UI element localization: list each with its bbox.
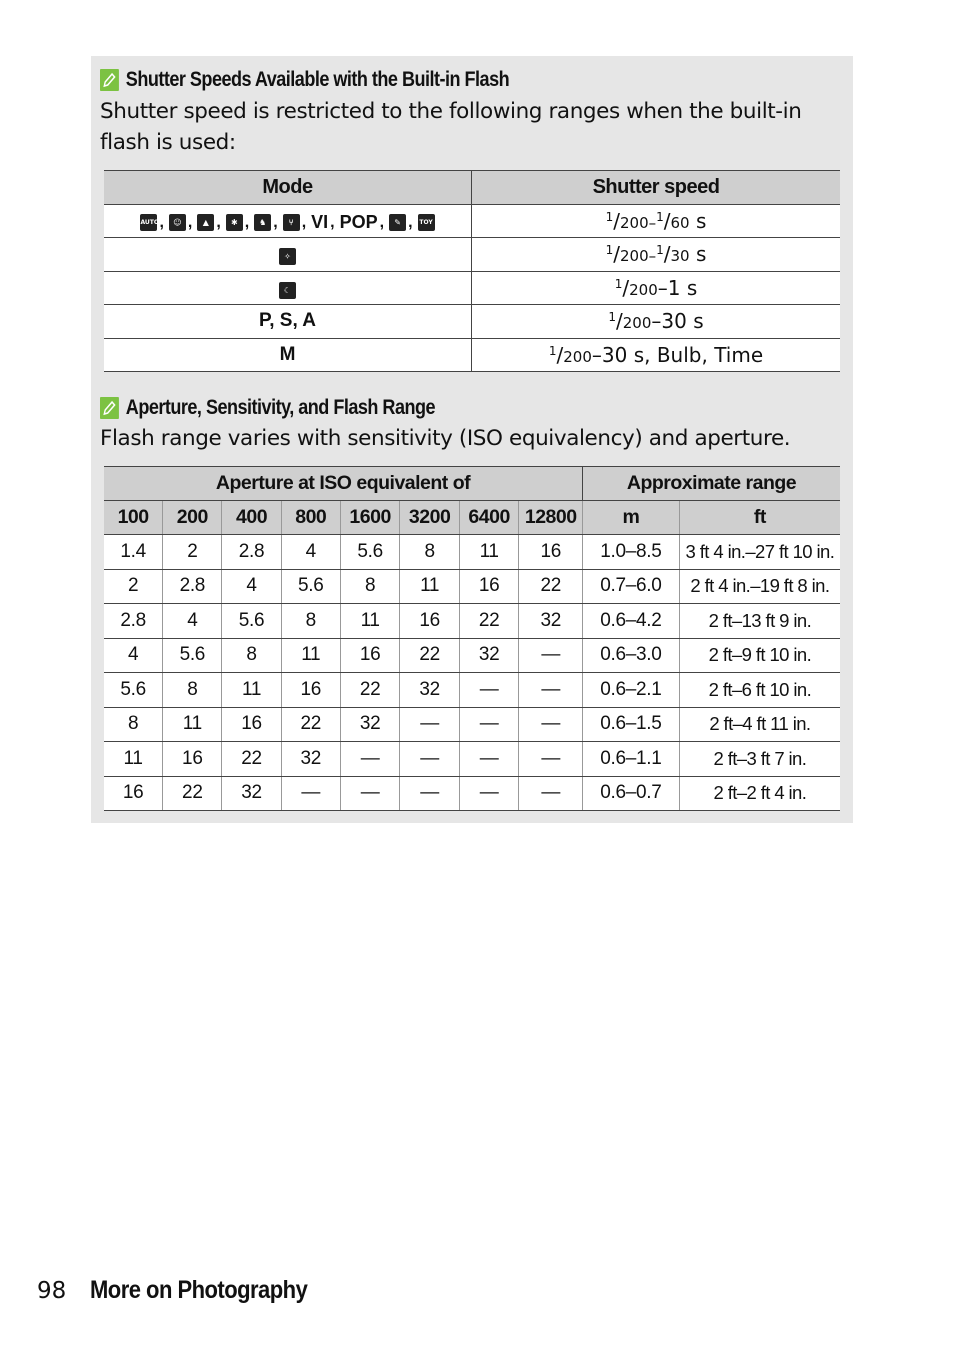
aperture-cell: — [281,776,340,811]
toy-camera-icon: TOY [418,214,435,231]
aperture-cell: 32 [519,604,583,639]
footer-section-title: More on Photography [90,1276,308,1304]
aperture-cell: 4 [104,638,163,673]
range-ft-cell: 2 ft–3 ft 7 in. [679,742,840,777]
aperture-cell: — [519,742,583,777]
aperture-cell: 2.8 [222,535,281,570]
section-title: Shutter Speeds Available with the Built-in Flash [125,68,510,91]
section-heading-flash-range [100,396,435,420]
aperture-cell: — [519,673,583,708]
table-row [104,238,840,272]
aperture-cell: 5.6 [222,604,281,639]
pop-mode-label: POP [339,212,378,233]
aperture-cell: 22 [222,742,281,777]
shutter-speed-cell: $^1$/200–1 s [472,271,841,305]
aperture-cell: 8 [163,673,222,708]
unit-header-ft: ft [679,501,840,535]
body-line: flash is used: [100,130,236,155]
table-row [104,271,840,305]
aperture-cell: 22 [459,604,519,639]
shutter-speed-table [104,170,840,372]
aperture-cell: 11 [340,604,400,639]
aperture-cell: 4 [163,604,222,639]
aperture-cell: 5.6 [163,638,222,673]
aperture-cell: — [400,707,460,742]
section-title: Aperture, Sensitivity, and Flash Range [125,396,436,419]
range-m-cell: 1.0–8.5 [583,535,680,570]
table-row [104,604,840,639]
range-m-cell: 0.6–3.0 [583,638,680,673]
aperture-cell: — [400,776,460,811]
body-line: Shutter speed is restricted to the following ranges when the built-in [100,99,802,124]
aperture-cell: 22 [340,673,400,708]
page-number: 98 [37,1278,67,1304]
aperture-cell: — [459,776,519,811]
aperture-cell: 22 [519,569,583,604]
iso-column-header: 6400 [459,501,519,535]
iso-column-header: 1600 [340,501,400,535]
aperture-cell: — [459,742,519,777]
portrait-icon: ☺ [169,214,186,231]
aperture-cell: 32 [400,673,460,708]
aperture-cell: 8 [222,638,281,673]
range-m-cell: 0.6–4.2 [583,604,680,639]
aperture-cell: 32 [340,707,400,742]
range-ft-cell: 2 ft–6 ft 10 in. [679,673,840,708]
range-ft-cell: 2 ft–13 ft 9 in. [679,604,840,639]
range-m-cell: 0.7–6.0 [583,569,680,604]
range-ft-cell: 2 ft–2 ft 4 in. [679,776,840,811]
table-row [104,204,840,238]
iso-column-header: 400 [222,501,281,535]
iso-column-header: 12800 [519,501,583,535]
aperture-cell: — [459,673,519,708]
range-ft-cell: 2 ft–4 ft 11 in. [679,707,840,742]
group-header-range: Approximate range [583,467,840,501]
aperture-cell: 8 [340,569,400,604]
night-portrait-icon: ☾ [279,282,296,299]
table-row [104,673,840,708]
vi-mode-label: VI [311,212,329,233]
aperture-cell: — [519,707,583,742]
range-m-cell: 0.6–1.1 [583,742,680,777]
aperture-cell: 2 [163,535,222,570]
child-mode-icon: ✧ [279,248,296,265]
mode-cell [104,204,472,238]
aperture-cell: 2 [104,569,163,604]
table-row [104,338,840,372]
aperture-cell: 11 [163,707,222,742]
aperture-cell: 16 [281,673,340,708]
aperture-cell: 2.8 [104,604,163,639]
iso-column-header: 200 [163,501,222,535]
aperture-cell: — [519,776,583,811]
aperture-cell: — [340,776,400,811]
table-row [104,776,840,811]
table-row [104,707,840,742]
aperture-cell: 32 [459,638,519,673]
aperture-cell: 11 [104,742,163,777]
auto-mode-icon: AUTO [140,214,157,231]
column-header-mode: Mode [104,171,472,205]
landscape-icon: ▲ [197,214,214,231]
aperture-cell: 5.6 [104,673,163,708]
sports-icon: ✱ [226,214,243,231]
aperture-cell: 11 [459,535,519,570]
page-footer [37,1276,337,1305]
aperture-cell: 16 [400,604,460,639]
aperture-cell: 16 [222,707,281,742]
aperture-cell: 11 [400,569,460,604]
pet-portrait-icon: ♞ [254,214,271,231]
scene-mode-icons: AUTO , ☺ , ▲ , ✱ , ♞ , ⑂ , VI , POP , ✎ , TOY [140,212,433,233]
aperture-cell: 4 [281,535,340,570]
shutter-speed-cell: $^1$/200–30 s [472,305,841,339]
aperture-cell: — [400,742,460,777]
aperture-cell: 8 [281,604,340,639]
shutter-speed-cell: $^1$/200–$^1$/30 s [472,238,841,272]
aperture-cell: 32 [222,776,281,811]
table-row [104,535,840,570]
mode-cell: P, S, A [104,305,472,339]
section-body [100,96,801,158]
iso-column-header: 3200 [400,501,460,535]
food-icon: ⑂ [283,214,300,231]
aperture-cell: 16 [519,535,583,570]
pencil-note-icon [100,69,119,91]
mode-cell [104,238,472,272]
range-ft-cell: 2 ft 4 in.–19 ft 8 in. [679,569,840,604]
section-heading-shutter-speeds [100,68,509,92]
aperture-cell: 8 [400,535,460,570]
mode-cell [104,271,472,305]
aperture-cell: 11 [222,673,281,708]
range-m-cell: 0.6–2.1 [583,673,680,708]
table-row [104,742,840,777]
aperture-cell: 16 [459,569,519,604]
aperture-cell: 16 [163,742,222,777]
column-header-shutter-speed: Shutter speed [472,171,841,205]
iso-column-header: 800 [281,501,340,535]
table-row [104,638,840,673]
range-m-cell: 0.6–0.7 [583,776,680,811]
aperture-cell: 22 [281,707,340,742]
range-ft-cell: 2 ft–9 ft 10 in. [679,638,840,673]
aperture-cell: 5.6 [281,569,340,604]
group-header-aperture: Aperture at ISO equivalent of [104,467,583,501]
pencil-note-icon [100,397,119,419]
aperture-cell: 8 [104,707,163,742]
range-ft-cell: 3 ft 4 in.–27 ft 10 in. [679,535,840,570]
aperture-cell: 2.8 [163,569,222,604]
section-body: Flash range varies with sensitivity (ISO equivalency) and aperture. [100,426,791,451]
mode-cell: M [104,338,472,372]
aperture-cell: 5.6 [340,535,400,570]
shutter-speed-cell: $^1$/200–$^1$/60 s [472,204,841,238]
aperture-cell: 22 [400,638,460,673]
aperture-cell: 32 [281,742,340,777]
aperture-cell: 22 [163,776,222,811]
table-row [104,305,840,339]
aperture-cell: 4 [222,569,281,604]
flash-range-table [104,466,840,811]
aperture-cell: 16 [340,638,400,673]
photo-illustration-icon: ✎ [389,214,406,231]
range-m-cell: 0.6–1.5 [583,707,680,742]
iso-column-header: 100 [104,501,163,535]
aperture-cell: — [459,707,519,742]
aperture-cell: — [519,638,583,673]
shutter-speed-cell: $^1$/200–30 s, Bulb, Time [472,338,841,372]
unit-header-m: m [583,501,680,535]
iso-header-row [104,501,840,535]
aperture-cell: 16 [104,776,163,811]
aperture-cell: 1.4 [104,535,163,570]
aperture-cell: — [340,742,400,777]
aperture-cell: 11 [281,638,340,673]
table-row [104,569,840,604]
